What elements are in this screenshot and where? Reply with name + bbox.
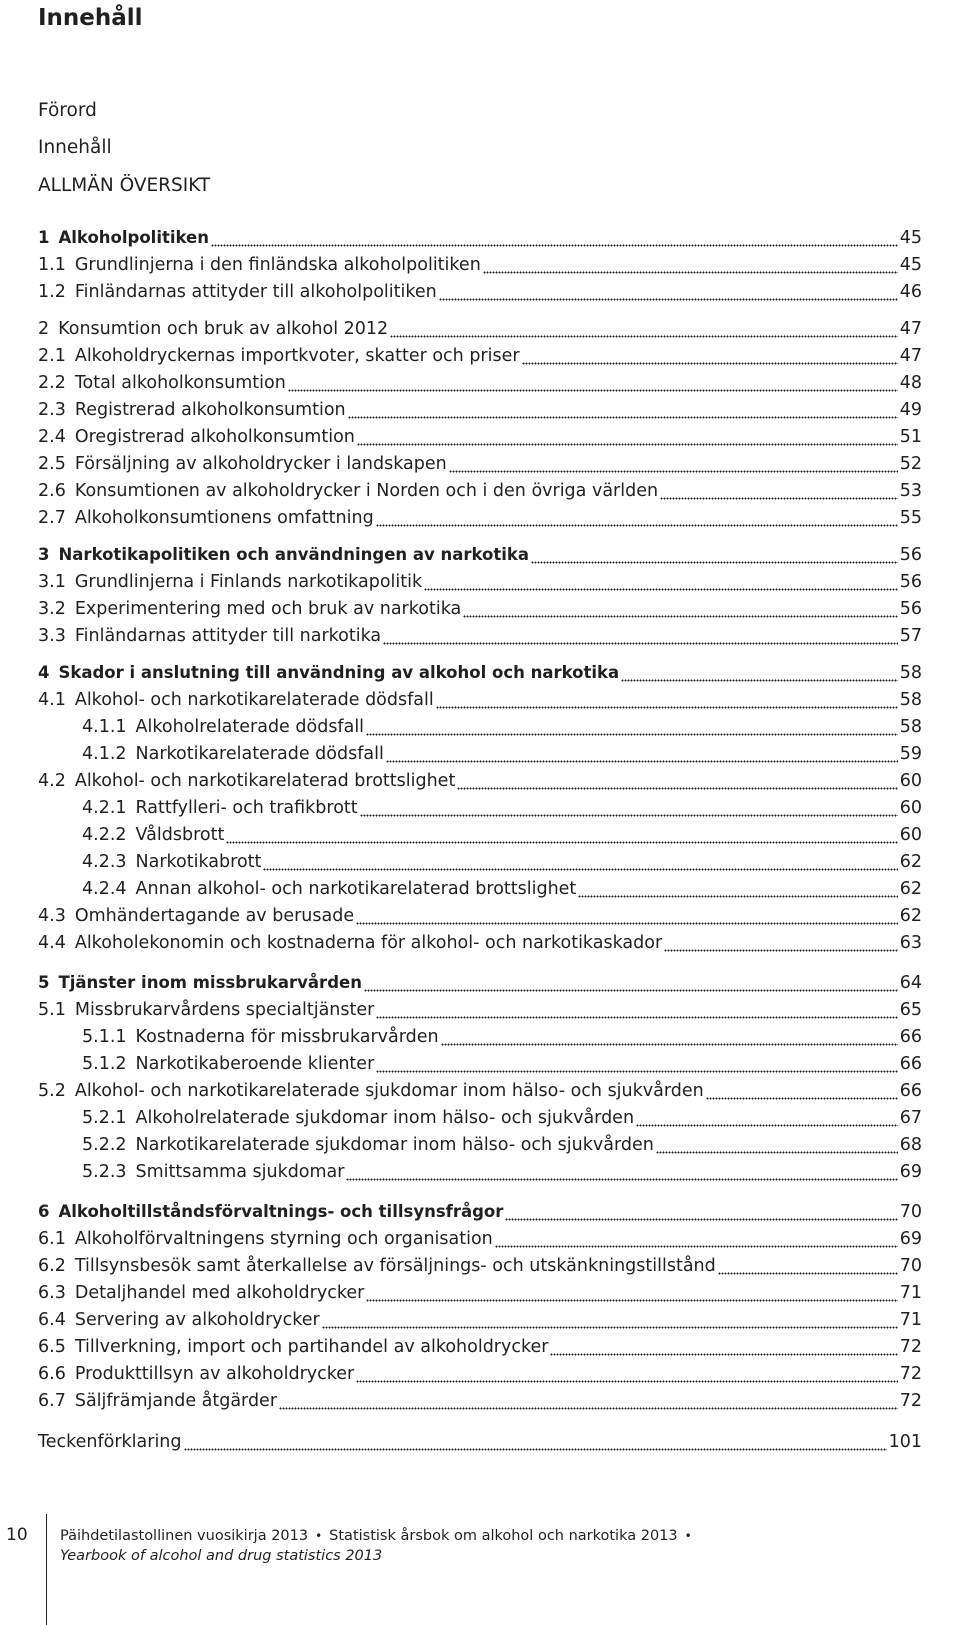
toc-entry-title: Alkoholförvaltningens styrning och organisation [74, 1229, 493, 1249]
toc-entry-title: Narkotikabrott [135, 852, 262, 872]
toc-entry-number: 4.4 [38, 933, 66, 953]
toc-entry-teckenforklaring[interactable] [38, 1430, 922, 1454]
toc-entry-title: Missbrukarvårdens specialtjänster [74, 1000, 375, 1020]
toc-entry-4-2-3[interactable] [38, 850, 922, 874]
toc-entry-4-1-2[interactable] [38, 742, 922, 766]
toc-entry-2-7[interactable] [38, 506, 922, 530]
toc-entry-4-2[interactable] [38, 769, 922, 793]
page-number: 10 [6, 1525, 28, 1545]
toc-dot-leader [322, 1326, 898, 1332]
toc-entry-title: Alkohol- och narkotikarelaterade dödsfall [74, 690, 434, 710]
toc-page-number: 62 [899, 879, 922, 899]
publication-title-sv: Statistisk årsbok om alkohol och narkotika 2013 [329, 1528, 678, 1544]
toc-entry-title: Alkoholrelaterade dödsfall [135, 717, 365, 737]
toc-entry-title: Alkoholdryckernas importkvoter, skatter och priser [74, 346, 520, 366]
toc-page-number: 53 [899, 481, 922, 501]
toc-dot-leader [226, 841, 897, 847]
publication-title-fi: Päihdetilastollinen vuosikirja 2013 [60, 1528, 309, 1544]
toc-dot-leader [706, 1097, 898, 1103]
toc-dot-leader [550, 1353, 897, 1359]
toc-dot-leader [505, 1218, 897, 1224]
toc-dot-leader [348, 416, 898, 422]
toc-dot-leader [346, 1178, 897, 1184]
toc-entry-title: Narkotikapolitiken och användningen av narkotika [58, 545, 530, 564]
toc-entry-5-1-1[interactable] [38, 1025, 922, 1049]
toc-entry-title: Tillverkning, import och partihandel av alkoholdrycker [74, 1337, 549, 1357]
bullet-separator: • [684, 1529, 692, 1543]
toc-dot-leader [386, 760, 898, 766]
toc-dot-leader [383, 642, 898, 648]
toc-entry-title: Smittsamma sjukdomar [135, 1162, 345, 1182]
toc-page-number: 101 [888, 1432, 922, 1452]
toc-page-number: 59 [899, 744, 922, 764]
toc-entry-title: Försäljning av alkoholdrycker i landskapen [74, 454, 447, 474]
toc-entry-6[interactable] [38, 1200, 922, 1224]
toc-dot-leader [390, 335, 898, 341]
toc-page-number: 45 [899, 255, 922, 275]
toc-entry-title: Kostnaderna för missbrukarvården [135, 1027, 439, 1047]
toc-entry-2-3[interactable] [38, 398, 922, 422]
toc-entry-6-7[interactable] [38, 1389, 922, 1413]
toc-page-number: 57 [899, 626, 922, 646]
toc-page-number: 71 [899, 1283, 922, 1303]
toc-entry-1-2[interactable] [38, 280, 922, 304]
toc-entry-title: Finländarnas attityder till alkoholpolitiken [74, 282, 437, 302]
toc-dot-leader [463, 615, 897, 621]
footer-divider [46, 1514, 47, 1625]
toc-entry-6-6[interactable] [38, 1362, 922, 1386]
toc-dot-leader [356, 1380, 897, 1386]
toc-entry-number: 6.2 [38, 1256, 66, 1276]
toc-entry-number: 5.2.1 [82, 1108, 127, 1128]
toc-page-number: 60 [899, 771, 922, 791]
toc-page-number: 46 [899, 282, 922, 302]
toc-entry-number: 6 [38, 1202, 50, 1221]
toc-entry-2-5[interactable] [38, 452, 922, 476]
toc-entry-4-2-4[interactable] [38, 877, 922, 901]
toc-page-number: 49 [899, 400, 922, 420]
toc-entry-number: 4.1 [38, 690, 66, 710]
toc-dot-leader [211, 244, 898, 250]
toc-dot-leader [364, 989, 898, 995]
toc-dot-leader [436, 706, 898, 712]
toc-page-number: 72 [899, 1364, 922, 1384]
toc-entry-title: Alkoholekonomin och kostnaderna för alkohol- och narkotikaskador [74, 933, 663, 953]
toc-entry-title: Omhändertagande av berusade [74, 906, 355, 926]
toc-entry-number: 2.1 [38, 346, 66, 366]
toc-dot-leader [495, 1245, 898, 1251]
toc-entry-number: 2.3 [38, 400, 66, 420]
toc-page-number: 66 [899, 1027, 922, 1047]
toc-entry-number: 6.6 [38, 1364, 66, 1384]
toc-entry-number: 4.2.4 [82, 879, 127, 899]
toc-entry-4-4[interactable] [38, 931, 922, 955]
toc-page-number: 55 [899, 508, 922, 528]
toc-entry-title: Oregistrerad alkoholkonsumtion [74, 427, 355, 447]
toc-page-number: 70 [899, 1256, 922, 1276]
toc-entry-number: 5.1 [38, 1000, 66, 1020]
toc-dot-leader [360, 814, 898, 820]
toc-entry-title: Konsumtionen av alkoholdrycker i Norden och i den övriga världen [74, 481, 659, 501]
toc-entry-title: Grundlinjerna i den finländska alkoholpolitiken [74, 255, 481, 275]
toc-entry-title: Tjänster inom missbrukarvården [58, 973, 362, 992]
toc-page-number: 48 [899, 373, 922, 393]
toc-entry-number: 3 [38, 545, 50, 564]
toc-entry-number: 4.2.1 [82, 798, 127, 818]
toc-entry-number: 2.7 [38, 508, 66, 528]
toc-dot-leader [439, 298, 898, 304]
toc-entry-title: Finländarnas attityder till narkotika [74, 626, 382, 646]
toc-entry-3[interactable] [38, 543, 922, 567]
toc-entry-title: Alkoholpolitiken [58, 228, 209, 247]
toc-dot-leader [441, 1043, 898, 1049]
toc-entry-6-3[interactable] [38, 1281, 922, 1305]
toc-page-number: 56 [899, 545, 922, 565]
toc-entry-number: 5.2 [38, 1081, 66, 1101]
toc-entry-number: 6.3 [38, 1283, 66, 1303]
toc-entry-title: Våldsbrott [135, 825, 225, 845]
toc-entry-number: 4.2.2 [82, 825, 127, 845]
toc-dot-leader [424, 588, 898, 594]
toc-entry-number: 5.1.1 [82, 1027, 127, 1047]
toc-page-number: 58 [899, 690, 922, 710]
toc-dot-leader [656, 1151, 898, 1157]
toc-dot-leader [357, 443, 898, 449]
toc-dot-leader [184, 1448, 887, 1454]
toc-entry-number: 6.4 [38, 1310, 66, 1330]
toc-dot-leader [288, 389, 898, 395]
toc-entry-2-4[interactable] [38, 425, 922, 449]
toc-entry-number: 6.5 [38, 1337, 66, 1357]
toc-entry-title: Teckenförklaring [38, 1432, 182, 1452]
toc-entry-3-3[interactable] [38, 624, 922, 648]
toc-entry-number: 4.2 [38, 771, 66, 791]
toc-entry-2-1[interactable] [38, 344, 922, 368]
toc-entry-5[interactable] [38, 971, 922, 995]
toc-entry-number: 6.7 [38, 1391, 66, 1411]
toc-entry-number: 4.1.2 [82, 744, 127, 764]
toc-page-number: 58 [899, 663, 922, 683]
toc-entry-number: 2.4 [38, 427, 66, 447]
toc-entry-number: 2.5 [38, 454, 66, 474]
toc-entry-number: 2 [38, 319, 50, 339]
toc-dot-leader [483, 271, 898, 277]
toc-page-number: 52 [899, 454, 922, 474]
toc-entry-5-2[interactable] [38, 1079, 922, 1103]
toc-entry-4-3[interactable] [38, 904, 922, 928]
toc-dot-leader [376, 1016, 897, 1022]
toc-dot-leader [522, 362, 898, 368]
toc-page-number: 67 [899, 1108, 922, 1128]
toc-entry-number: 5 [38, 973, 50, 992]
toc-entry-5-1-2[interactable] [38, 1052, 922, 1076]
toc-entry-5-2-1[interactable] [38, 1106, 922, 1130]
toc-entry-title: Annan alkohol- och narkotikarelaterad brottslighet [135, 879, 577, 899]
toc-entry-number: 1.2 [38, 282, 66, 302]
footer-publication-line [60, 1526, 699, 1546]
toc-entry-number: 1.1 [38, 255, 66, 275]
toc-dot-leader [660, 497, 898, 503]
toc-dot-leader [621, 679, 898, 685]
toc-dot-leader [449, 470, 898, 476]
toc-entry-title: Alkoholkonsumtionens omfattning [74, 508, 374, 528]
toc-dot-leader [376, 1070, 897, 1076]
toc-entry-title: Alkoholtillståndsförvaltnings- och tillsynsfrågor [58, 1202, 504, 1221]
toc-entry-title: Detaljhandel med alkoholdrycker [74, 1283, 365, 1303]
toc-dot-leader [531, 561, 898, 567]
toc-entry-number: 2.6 [38, 481, 66, 501]
toc-entry-4-1[interactable] [38, 688, 922, 712]
toc-entry-6-2[interactable] [38, 1254, 922, 1278]
publication-title-en: Yearbook of alcohol and drug statistics 2013 [60, 1548, 383, 1564]
toc-page-number: 62 [899, 906, 922, 926]
toc-entry-number: 4.1.1 [82, 717, 127, 737]
toc-page-number: 72 [899, 1337, 922, 1357]
toc-entry-number: 4.3 [38, 906, 66, 926]
toc-entry-title: Alkoholrelaterade sjukdomar inom hälso- och sjukvården [135, 1108, 635, 1128]
toc-entry-5-2-3[interactable] [38, 1160, 922, 1184]
toc-page-number: 56 [899, 599, 922, 619]
toc-page-number: 63 [899, 933, 922, 953]
toc-dot-leader [578, 895, 897, 901]
toc-entry-title: Narkotikarelaterade dödsfall [135, 744, 384, 764]
toc-entry-4-1-1[interactable] [38, 715, 922, 739]
toc-entry-title: Säljfrämjande åtgärder [74, 1391, 278, 1411]
toc-page-number: 56 [899, 572, 922, 592]
toc-dot-leader [366, 733, 898, 739]
toc-entry-title: Narkotikaberoende klienter [135, 1054, 375, 1074]
toc-entry-4[interactable] [38, 661, 922, 685]
toc-page-number: 68 [899, 1135, 922, 1155]
toc-page-number: 69 [899, 1162, 922, 1182]
toc-entry-3-2[interactable] [38, 597, 922, 621]
toc-dot-leader [366, 1299, 897, 1305]
toc-entry-title: Registrerad alkoholkonsumtion [74, 400, 346, 420]
toc-entry-title: Experimentering med och bruk av narkotika [74, 599, 462, 619]
toc-entry-6-5[interactable] [38, 1335, 922, 1359]
toc-entry-5-1[interactable] [38, 998, 922, 1022]
front-matter-allman-oversikt[interactable]: ALLMÄN ÖVERSIKT [38, 175, 211, 196]
toc-entry-number: 1 [38, 228, 50, 247]
toc-entry-number: 2.2 [38, 373, 66, 393]
front-matter-innehall[interactable]: Innehåll [38, 137, 112, 158]
toc-page-number: 66 [899, 1081, 922, 1101]
toc-entry-number: 3.3 [38, 626, 66, 646]
toc-entry-number: 5.1.2 [82, 1054, 127, 1074]
toc-entry-title: Grundlinjerna i Finlands narkotikapolitik [74, 572, 423, 592]
toc-entry-title: Servering av alkoholdrycker [74, 1310, 320, 1330]
toc-page-number: 70 [899, 1202, 922, 1222]
toc-page-number: 58 [899, 717, 922, 737]
front-matter-forord[interactable]: Förord [38, 100, 97, 121]
toc-page-number: 60 [899, 825, 922, 845]
toc-entry-number: 5.2.2 [82, 1135, 127, 1155]
toc-page-number: 65 [899, 1000, 922, 1020]
toc-entry-number: 4.2.3 [82, 852, 127, 872]
toc-entry-6-4[interactable] [38, 1308, 922, 1332]
toc-entry-title: Alkohol- och narkotikarelaterade sjukdomar inom hälso- och sjukvården [74, 1081, 704, 1101]
bullet-separator: • [315, 1529, 323, 1543]
toc-entry-number: 5.2.3 [82, 1162, 127, 1182]
toc-dot-leader [457, 787, 897, 793]
toc-dot-leader [376, 524, 898, 530]
toc-page-number: 66 [899, 1054, 922, 1074]
toc-entry-title: Alkohol- och narkotikarelaterad brottslighet [74, 771, 456, 791]
toc-entry-1-1[interactable] [38, 253, 922, 277]
toc-entry-number: 3.1 [38, 572, 66, 592]
toc-entry-4-2-2[interactable] [38, 823, 922, 847]
toc-entry-3-1[interactable] [38, 570, 922, 594]
toc-entry-number: 4 [38, 663, 50, 682]
toc-page-number: 51 [899, 427, 922, 447]
toc-entry-5-2-2[interactable] [38, 1133, 922, 1157]
toc-entry-title: Narkotikarelaterade sjukdomar inom hälso- och sjukvården [135, 1135, 654, 1155]
toc-page-number: 69 [899, 1229, 922, 1249]
toc-dot-leader [263, 868, 897, 874]
toc-dot-leader [279, 1407, 898, 1413]
toc-page-number: 72 [899, 1391, 922, 1411]
toc-entry-title: Skador i anslutning till användning av alkohol och narkotika [58, 663, 620, 682]
toc-entry-title: Tillsynsbesök samt återkallelse av försäljnings- och utskänkningstillstånd [74, 1256, 716, 1276]
toc-entry-title: Produkttillsyn av alkoholdrycker [74, 1364, 355, 1384]
toc-entry-number: 3.2 [38, 599, 66, 619]
toc-page-number: 60 [899, 798, 922, 818]
toc-entry-2-6[interactable] [38, 479, 922, 503]
toc-dot-leader [718, 1272, 898, 1278]
toc-entry-title: Rattfylleri- och trafikbrott [135, 798, 358, 818]
toc-entry-2-2[interactable] [38, 371, 922, 395]
toc-dot-leader [664, 949, 898, 955]
page-title: Innehåll [38, 5, 143, 31]
toc-entry-title: Total alkoholkonsumtion [74, 373, 286, 393]
toc-entry-number: 6.1 [38, 1229, 66, 1249]
toc-page-number: 47 [899, 319, 922, 339]
toc-page-number: 47 [899, 346, 922, 366]
toc-page-number: 64 [899, 973, 922, 993]
toc-entry-1[interactable] [38, 226, 922, 250]
toc-entry-4-2-1[interactable] [38, 796, 922, 820]
toc-entry-2[interactable] [38, 317, 922, 341]
toc-entry-6-1[interactable] [38, 1227, 922, 1251]
toc-page-number: 45 [899, 228, 922, 248]
toc-dot-leader [636, 1124, 898, 1130]
toc-dot-leader [356, 922, 898, 928]
toc-page-number: 71 [899, 1310, 922, 1330]
toc-page-number: 62 [899, 852, 922, 872]
toc-entry-title: Konsumtion och bruk av alkohol 2012 [58, 319, 389, 339]
